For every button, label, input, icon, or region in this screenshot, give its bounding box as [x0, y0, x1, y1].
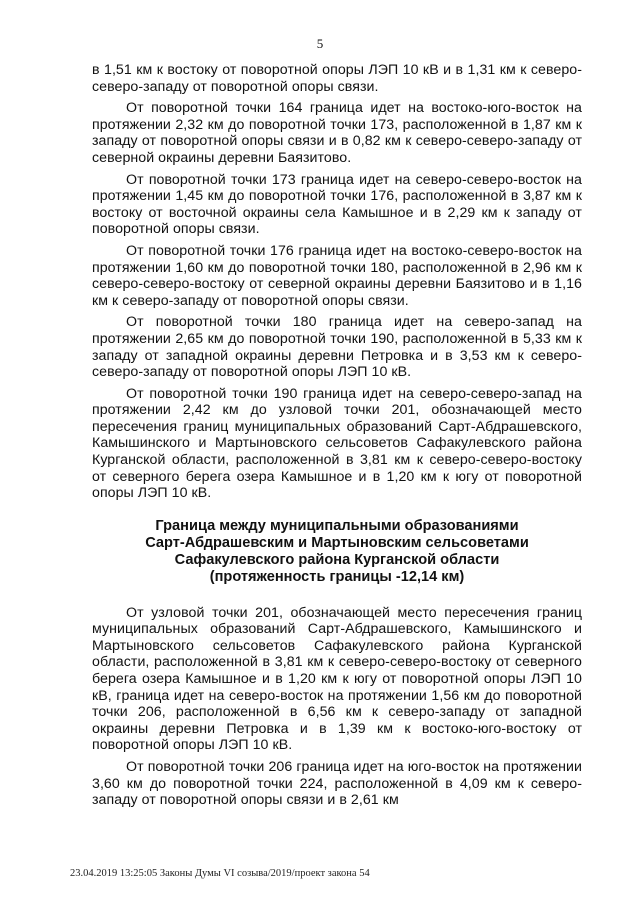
paragraph: От поворотной точки 164 граница идет на востоко-юго-восток на протяжении 2,32 км до поворотной точки 173, расположенной в 1,87 км к западу от поворотной опоры связи и в 0,82 км к северо-северо-западу от северной окраины деревни Баязитово. [92, 100, 582, 166]
paragraph: От поворотной точки 206 граница идет на юго-восток на протяжении 3,60 км до поворотной точки 224, расположенной в 4,09 км к северо-западу от поворотной опоры связи и в 2,61 км [92, 759, 582, 809]
paragraph: От поворотной точки 180 граница идет на северо-запад на протяжении 2,65 км до поворотной точки 190, расположенной в 5,33 км к западу от западной окраины деревни Петровка и в 3,53 км к северо-северо-западу от поворотной опоры ЛЭП 10 кВ. [92, 314, 582, 381]
paragraph-continuation: в 1,51 км к востоку от поворотной опоры ЛЭП 10 кВ и в 1,31 км к северо-северо-западу от поворотной опоры связи. [92, 62, 582, 95]
heading-line: (протяженность границы -12,14 км) [209, 569, 465, 586]
paragraph: От поворотной точки 190 граница идет на северо-северо-запад на протяжении 2,42 км до узловой точки 201, обозначающей место пересечения границ муниципальных образований Сарт-Абдрашевского, Камышинского и Мартыновского сельсоветов Сафакулевского района Курганской области, расположенной в 3,81 км к северо-северо-востоку от северного берега озера Камышное и в 1,20 км к югу от поворотной опоры ЛЭП 10 кВ. [92, 385, 582, 502]
paragraph: От узловой точки 201, обозначающей место пересечения границ муниципальных образований Сарт-Абдрашевского, Камышинского и Мартыновского сельсоветов Сафакулевского района Курганской области, расположенной в 3,81 км к северо-северо-востоку от северного берега озера Камышное и в 1,20 км к югу от поворотной опоры ЛЭП 10 кВ, граница идет на северо-восток на протяжении 1,56 км до поворотной точки 206, расположенной в 6,56 км к северо-западу от западной окраины деревни Петровка и в 1,39 км к востоко-юго-востоку от поворотной опоры ЛЭП 10 кВ. [92, 604, 582, 754]
heading-line: Граница между муниципальными образованиями [155, 517, 519, 534]
heading-line: Сарт-Абдрашевским и Мартыновским сельсоветами [145, 535, 529, 552]
paragraph: От поворотной точки 173 граница идет на северо-северо-восток на протяжении 1,45 км до поворотной точки 176, расположенной в 3,87 км к востоку от восточной окраины села Камышное и в 2,29 км к западу от поворотной опоры связи. [92, 171, 582, 238]
footer-stamp: 23.04.2019 13:25:05 Законы Думы VI созыва/2019/проект закона 54 [70, 868, 370, 879]
page-number: 5 [316, 36, 324, 51]
section-heading [92, 518, 582, 587]
heading-line: Сафакулевского района Курганской области [174, 552, 500, 569]
paragraph: От поворотной точки 176 граница идет на востоко-северо-восток на протяжении 1,60 км до поворотной точки 180, расположенной в 2,96 км к северо-северо-востоку от северной окраины деревни Баязитово и в 1,16 км к северо-западу от поворотной опоры связи. [92, 242, 582, 309]
document-body [92, 62, 582, 814]
